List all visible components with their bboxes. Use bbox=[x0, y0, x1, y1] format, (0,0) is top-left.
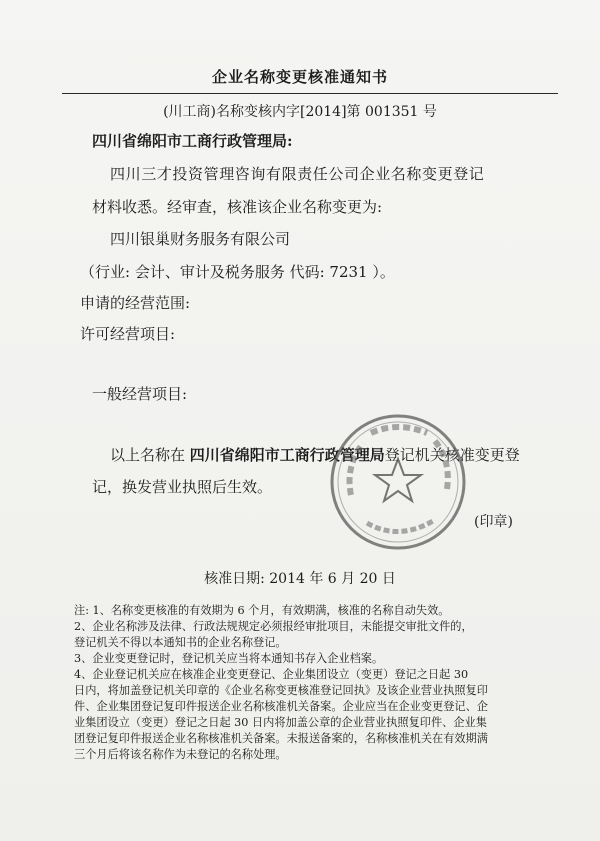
seal-label: (印章) bbox=[474, 514, 513, 530]
document-title: 企业名称变更核准通知书 bbox=[211, 68, 388, 86]
approval-suffix: 登记机关核准变更登 bbox=[384, 446, 520, 464]
note-line: 2、企业名称涉及法律、行政法规规定必须报经审批项目，未能提交审批文件的， bbox=[74, 620, 473, 633]
document-number: (川工商)名称变核内字[2014]第 001351 号 bbox=[163, 104, 437, 120]
official-seal-stamp bbox=[323, 407, 473, 557]
addressee: 四川省绵阳市工商行政管理局: bbox=[92, 132, 293, 150]
notes-section bbox=[74, 603, 534, 763]
body-paragraph-2: 材料收悉。经审查，核准该企业名称变更为: bbox=[92, 198, 383, 216]
title-rule bbox=[62, 93, 558, 94]
industry-line: （行业: 会计、审计及税务服务 代码: 7231 ）。 bbox=[80, 263, 395, 281]
note-line: 件、企业集团登记复印件报送企业名称核准机关备案。企业应当在企业变更登记、企 bbox=[74, 700, 488, 713]
approval-prefix: 以上名称在 bbox=[110, 446, 190, 464]
note-line: 登记机关不得以本通知书的企业名称登记。 bbox=[74, 636, 287, 649]
note-line: 团登记复印件报送企业名称核准机关备案。未报送备案的，名称核准机关在有效期满 bbox=[74, 732, 488, 745]
approval-authority: 四川省绵阳市工商行政管理局 bbox=[189, 446, 385, 464]
note-line: 注: 1、名称变更核准的有效期为 6 个月，有效期满，核准的名称自动失效。 bbox=[74, 604, 450, 617]
body-paragraph-1: 四川三才投资管理咨询有限责任公司企业名称变更登记 bbox=[110, 165, 485, 183]
new-company-name: 四川银巢财务服务有限公司 bbox=[110, 230, 291, 248]
note-line: 业集团设立（变更）登记之日起 30 日内将加盖公章的企业营业执照复印件、企业集 bbox=[74, 716, 487, 729]
note-line: 3、企业变更登记时，登记机关应当将本通知书存入企业档案。 bbox=[74, 652, 384, 665]
approval-date: 核准日期: 2014 年 6 月 20 日 bbox=[204, 571, 396, 587]
approval-statement-line-2: 记，换发营业执照后生效。 bbox=[92, 478, 273, 496]
general-items-label: 一般经营项目: bbox=[92, 385, 188, 403]
note-line: 4、企业登记机关应在核准企业变更登记、企业集团设立（变更）登记之日起 30 bbox=[74, 668, 469, 681]
note-line: 日内，将加盖登记机关印章的《企业名称变更核准登记回执》及该企业营业执照复印 bbox=[74, 684, 488, 697]
note-line: 三个月后将该名称作为未登记的名称处理。 bbox=[74, 748, 287, 761]
licensed-items-label: 许可经营项目: bbox=[80, 325, 176, 343]
business-scope-label: 申请的经营范围: bbox=[80, 294, 191, 312]
